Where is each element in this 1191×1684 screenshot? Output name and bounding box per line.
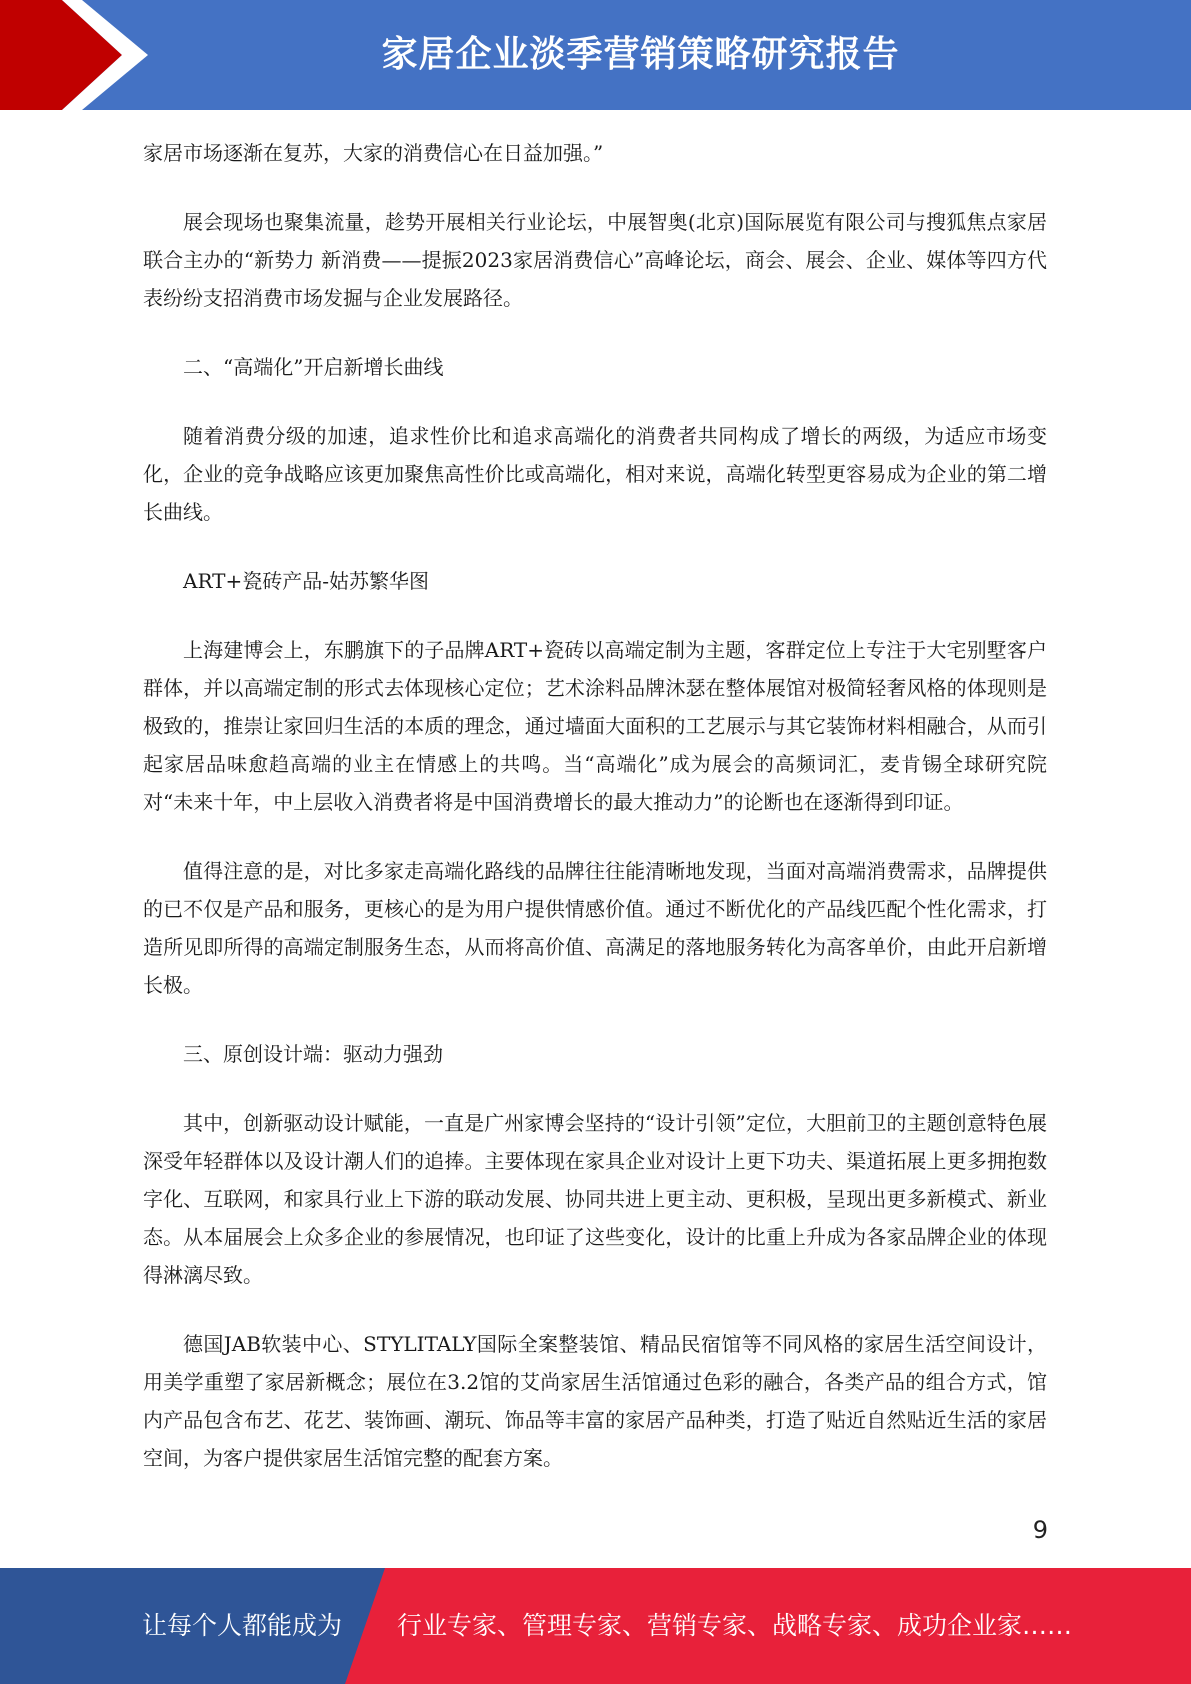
footer-slogan-left: 让每个人都能成为: [142, 1611, 343, 1640]
section-heading: 二、“高端化”开启新增长曲线: [183, 355, 444, 379]
paragraph: 值得注意的是，对比多家走高端化路线的品牌往往能清晰地发现，当面对高端消费需求，品牌提供的已不仅是产品和服务，更核心的是为用户提供情感价值。通过不断优化的产品线匹配个性化需求，打造所见即所得的高端定制服务生态，从而将高价值、高满足的落地服务转化为高客单价，由此开启新增长极。: [143, 859, 1047, 997]
paragraph: 展会现场也聚集流量，趁势开展相关行业论坛，中展智奥(北京)国际展览有限公司与搜狐焦点家居联合主办的“新势力 新消费——提振2023家居消费信心”高峰论坛，商会、展会、企业、媒体等四方代表纷纷支招消费市场发掘与企业发展路径。: [143, 210, 1047, 310]
chevron-arrow-icon: [0, 0, 160, 110]
paragraph: 家居市场逐渐在复苏，大家的消费信心在日益加强。”: [143, 141, 604, 165]
paragraph: 其中，创新驱动设计赋能，一直是广州家博会坚持的“设计引领”定位，大胆前卫的主题创意特色展深受年轻群体以及设计潮人们的追捧。主要体现在家具企业对设计上更下功夫、渠道拓展上更多拥抱数字化、互联网，和家具行业上下游的联动发展、协同共进上更主动、更积极，呈现出更多新模式、新业态。从本届展会上众多企业的参展情况，也印证了这些变化，设计的比重上升成为各家品牌企业的体现得淋漓尽致。: [143, 1111, 1047, 1287]
paragraph: 随着消费分级的加速，追求性价比和追求高端化的消费者共同构成了增长的两级，为适应市场变化，企业的竞争战略应该更加聚焦高性价比或高端化，相对来说，高端化转型更容易成为企业的第二增长曲线。: [143, 424, 1047, 524]
report-title: 家居企业淡季营销策略研究报告: [381, 34, 900, 75]
paragraph: 德国JAB软装中心、STYLITALY国际全案整装馆、精品民宿馆等不同风格的家居生活空间设计，用美学重塑了家居新概念；展位在3.2馆的艾尚家居生活馆通过色彩的融合，各类产品的组合方式，馆内产品包含布艺、花艺、装饰画、潮玩、饰品等丰富的家居产品种类，打造了贴近自然贴近生活的家居空间，为客户提供家居生活馆完整的配套方案。: [143, 1332, 1047, 1470]
page-footer: [0, 1568, 1191, 1684]
page-number: 9: [1032, 1516, 1048, 1544]
page-header: [0, 0, 1191, 110]
section-heading: 三、原创设计端：驱动力强劲: [183, 1042, 443, 1066]
footer-slogan-right: 行业专家、管理专家、营销专家、战略专家、成功企业家……: [397, 1611, 1073, 1640]
document-body: [143, 134, 1047, 1508]
paragraph: 上海建博会上，东鹏旗下的子品牌ART+瓷砖以高端定制为主题，客群定位上专注于大宅别墅客户群体，并以高端定制的形式去体现核心定位；艺术涂料品牌沐瑟在整体展馆对极简轻奢风格的体现则是极致的，推崇让家回归生活的本质的理念，通过墙面大面积的工艺展示与其它装饰材料相融合，从而引起家居品味愈趋高端的业主在情感上的共鸣。当“高端化”成为展会的高频词汇，麦肯锡全球研究院对“未来十年，中上层收入消费者将是中国消费增长的最大推动力”的论断也在逐渐得到印证。: [143, 638, 1047, 814]
sub-heading: ART+瓷砖产品-姑苏繁华图: [183, 569, 430, 593]
